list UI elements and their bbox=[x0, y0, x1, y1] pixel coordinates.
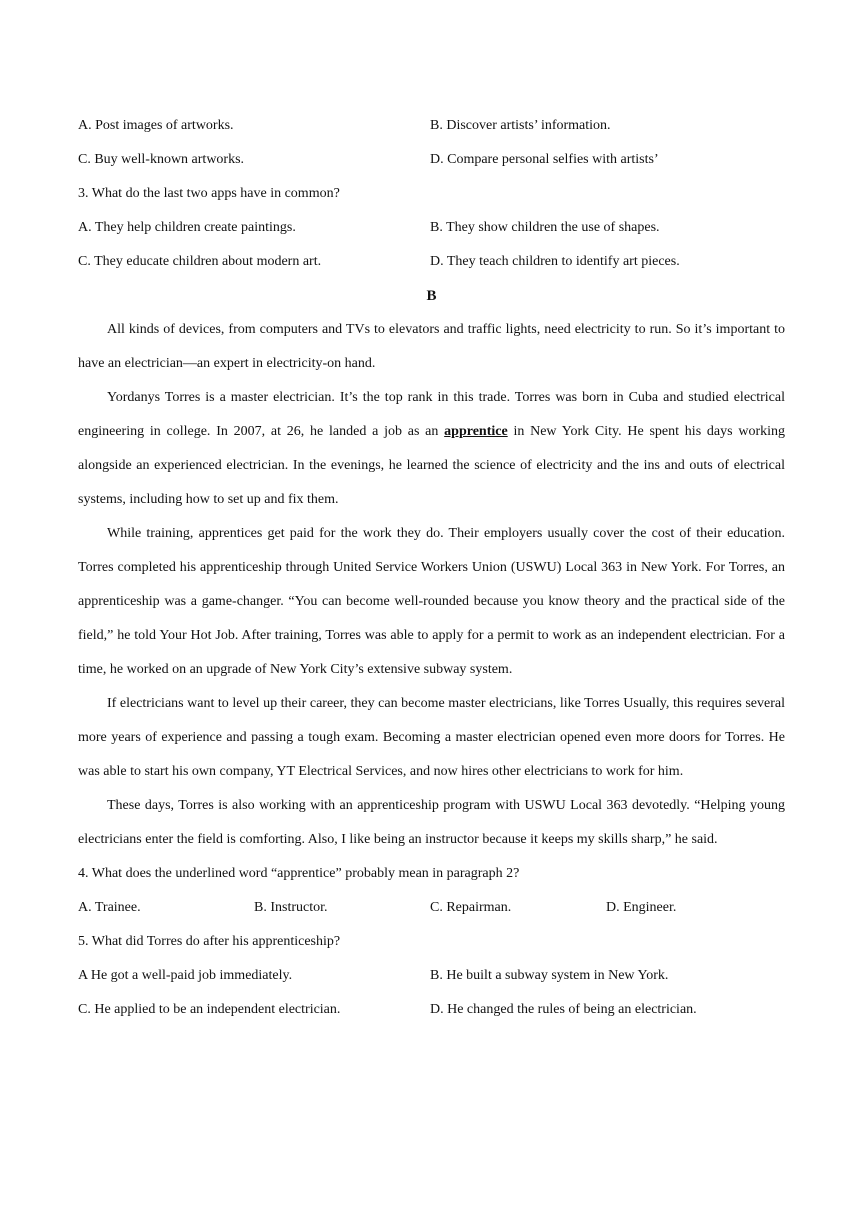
q5-option-a: A He got a well-paid job immediately. bbox=[78, 968, 293, 983]
q3-option-d: D. They teach children to identify art pieces. bbox=[430, 254, 680, 269]
q4-option-c: C. Repairman. bbox=[430, 900, 512, 915]
q2-options-row-1 bbox=[78, 109, 785, 143]
q5-options-row-1 bbox=[78, 959, 785, 993]
q4-option-b: B. Instructor. bbox=[254, 900, 328, 915]
q5-option-b: B. He built a subway system in New York. bbox=[430, 968, 669, 983]
q3-option-a: A. They help children create paintings. bbox=[78, 220, 296, 235]
paragraph-5: These days, Torres is also working with an apprenticeship program with USWU Local 363 devotedly. “Helping young electricians enter the field is comforting. Also, I like being an instructor because it keeps my skills sharp,” he said. bbox=[78, 798, 785, 847]
q2-option-d: D. Compare personal selfies with artists’ bbox=[430, 152, 659, 167]
q4-option-d: D. Engineer. bbox=[606, 900, 677, 915]
q2-options-row-2 bbox=[78, 143, 785, 177]
paragraph-2-after: in New York City. He spent his days working alongside an experienced electrician. In the evenings, he learned the science of electricity and the ins and outs of electrical systems, including how to set up and fix them. bbox=[78, 424, 786, 507]
q4-question: 4. What does the underlined word “apprentice” probably mean in paragraph 2? bbox=[78, 866, 520, 881]
q2-option-a: A. Post images of artworks. bbox=[78, 118, 234, 133]
underlined-keyword: apprentice bbox=[444, 424, 508, 439]
q4-option-a: A. Trainee. bbox=[78, 900, 141, 915]
paragraph-4: If electricians want to level up their career, they can become master electricians, like Torres Usually, this requires several more years of experience and passing a tough exam. Becoming a master electrician opened even more doors for Torres. He was able to start his own company, YT Electrical Services, and now hires other electricians to work for him. bbox=[78, 696, 785, 779]
q5-question: 5. What did Torres do after his apprenticeship? bbox=[78, 934, 341, 949]
q2-option-c: C. Buy well-known artworks. bbox=[78, 152, 245, 167]
q3-question: 3. What do the last two apps have in common? bbox=[78, 186, 340, 201]
q4-options-row bbox=[78, 891, 785, 925]
section-heading: B bbox=[426, 287, 437, 304]
q5-option-c: C. He applied to be an independent electrician. bbox=[78, 1002, 341, 1017]
paragraph-3: While training, apprentices get paid for the work they do. Their employers usually cover the cost of their education. Torres completed his apprenticeship through United Service Workers Union (USWU) Local 363 in New York. For Torres, an apprenticeship was a game-changer. “You can become well-rounded because you know theory and the practical side of the field,” he told Your Hot Job. After training, Torres was able to apply for a permit to work as an independent electrician. For a time, he worked on an upgrade of New York City’s extensive subway system. bbox=[78, 526, 785, 677]
paragraph-1: All kinds of devices, from computers and TVs to elevators and traffic lights, need electricity to run. So it’s important to have an electrician—an expert in electricity-on hand. bbox=[78, 322, 785, 371]
q3-options-row-1 bbox=[78, 211, 785, 245]
q5-options-row-2 bbox=[78, 993, 785, 1027]
q3-options-row-2 bbox=[78, 245, 785, 279]
paragraph-2 bbox=[78, 381, 785, 517]
q3-option-c: C. They educate children about modern art. bbox=[78, 254, 322, 269]
q2-option-b: B. Discover artists’ information. bbox=[430, 118, 611, 133]
document-page bbox=[78, 109, 785, 1027]
paragraph-2-before: Yordanys Torres is a master electrician. It’s the top rank in this trade. Torres was born in Cuba and studied electrical engineering in college. In 2007, at 26, he landed a job as an bbox=[78, 390, 785, 439]
q5-option-d: D. He changed the rules of being an electrician. bbox=[430, 1002, 697, 1017]
q3-option-b: B. They show children the use of shapes. bbox=[430, 220, 660, 235]
